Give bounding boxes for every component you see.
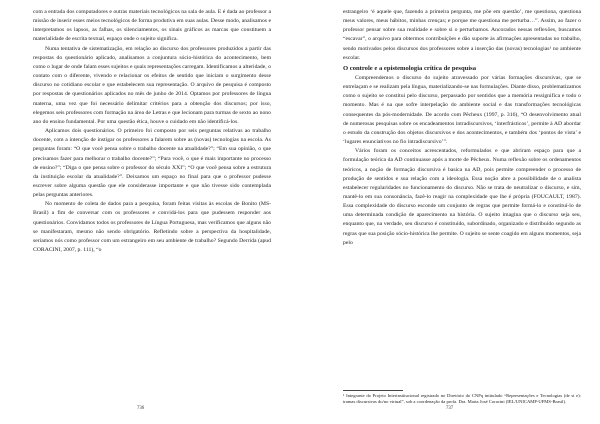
paragraph: com a entrada dos computadores e outras materiais tecnológicos na sala de aula. E é dada ao professor a missão de inserir esses meios tecnológicos de forma produtiva em suas aulas. Desse modo, analisamos e interpretamos os lapsos, as falhas, os silenciamentos, os sinais gráficos as marcas que constituem a materialidade de escrita textual, espaço onde o sujeito significa. <box>33 9 271 43</box>
paragraph: estrangeiro ‘é aquele que, fazendo a primeira pergunta, me põe em questão’, me questiona, questiona meus valores, meus hábitos, minhas crenças; e porque me questiona me perturba…”. Assim, ao fazer o professor pensar sobre sua realidade e sobre si o perturbamos. Ancorados nessas reflexões, buscamos “escavar”, o arquivo para obtermos contribuições e dão suporte às afirmações apresentadas no trabalho, sendo motivados pelos discursos dos professores sobre a inserção das (novas) tecnologias¹ no ambiente escolar. <box>343 9 581 61</box>
footnote: ¹ Integrante do Projeto Interinstitucional registrado no Diretório do CNPq intitulado “Representações e Tecnologias (de si e): tramas discursivas do/no virtual”, sob a coordenação da profa. Dra. Maria José Coracini (IEL/UNICAMP-UFMS-Brasil). <box>343 393 581 405</box>
paragraph: Vários foram os conceitos acrescentados, reformulados e que abriram espaço para que a formulação teórica da AD continuasse após a morte de Pêcheux. Numa reflexão sobre os ordenamentos teóricos, a noção de formação discursiva é basica na AD, pois permite compreender o processo de produção de sentidos e sua relação com a ideologia. Essa noção abre a possibilidade de o analista estabelecer regularidades no funcionamento do discurso. Não se trata de neutralizar o discurso, e sim, mantê-lo em sua consonância, fazê-lo reagir na complexidade que lhe é própria (FOUCAULT, 1987). Essa complexidade do discurso esconde um conjunto de regras que permite formá-lo e constituí-lo de uma determinada condição de aparecimento na história. O sujeito imagina que o discurso seja seu, enquanto que, na verdade, seu discurso é constituído, subordinado, organizado e distribuído segundo as regras que sua posição sócio-histórica lhe permite. O sujeito se sente coagido em alguns momentos, seja pelo <box>343 148 581 246</box>
footnote-divider <box>343 390 403 391</box>
page-number: 737 <box>446 406 454 411</box>
paragraph: Aplicamos dois questionários. O primeiro foi composto por seis perguntas relativas ao trabalho docente, com a intenção de instigar os professores a falarem sobre as (novas) tecnologias na escola. As perguntas foram: “O que você pensa sobre o trabalho docente na atualidade?”; “Em sua opinião, o que precisamos fazer para melhorar o trabalho docente?”; “Para você, o que é mais importante no processo de ensino?”; “Diga o que pensa sobre o professor do século XXI”; “O que você pensa sobre a estrutura da instituição escolar da atualidade?”. Deixamos um espaço no final para que o professor pudesse escrever sobre alguma questão que ele considerasse importante e que não tivesse sido contemplada pelas perguntas anteriores. <box>33 128 271 199</box>
right-page <box>300 0 600 424</box>
right-text-column <box>343 8 581 248</box>
paragraph: Compreendemos o discurso do sujeito atravessado por várias formações discursivas, que se entrelaçam e se realizam pela língua, materializando-se nas formulações. Diante disso, problematizamos como o sujeito se constitui pelo discurso, perpassado por sentidos que a memória ressignifica e todo o momento. Mas é na que sofre interpelação do ambiente social e das transformações tecnológicas consequentes da pós-modernidade. De acordo com Pêcheux (1997, p. 316), “O desenvolvimento atual de numerosas pesquisas sobre os encadeamentos intradiscursivos, ‘interfrásticos’, permite à AD abordar o estudo da construção dos objetos discursivos e dos acontecimentos, e também dos ‘pontos de vista’ e ‘lugares enunciativos no fio intradiscursivo’”. <box>343 74 581 146</box>
section-heading: O controle e a epistemologia crítica de pesquisa <box>343 64 477 72</box>
left-text-column <box>33 8 271 255</box>
paragraph: No momento de coleta de dados para a pesquisa, foram feitas visitas às escolas de Bonito (MS-Brasil) a fim de conversar com os professores e convidá-los para que pudessem responder aos questionários. Convidamos todos os professores de Língua Portuguesa, mas verificamos que alguns não se manifestaram, mesmo não sendo obrigatório. Refletindo sobre a perspectiva da hospitalidade, seríamos nós como professor com um estrangeiro em seu ambiente de trabalho? Segundo Derrida (apud CORACINI, 2007, p. 111), “o <box>33 201 271 254</box>
paragraph: Numa tentativa de sistematização, em relação ao discurso dos professores produzidos a partir das respostas do questionário aplicado, analisamos a conjuntura sócio-histórica do acontecimento, bem como o lugar de onde falam esses sujeitos e quais representações carregam. Identificamos a alteridade, o contato com o diferente, vivendo e relacionar os efeitos de sentido que iniciam o surgimento desse discurso no cotidiano escolar e que estabelecem sua representação. O arquivo de pesquisa é composto por respostas de questionários aplicados no mês de junho de 2014. Optamos por professores de língua materna, uma vez que foi necessário delimitar critérios para a obtenção dos discursos; por isso, elegemos seis professores com formação na área de Letras e que lecionam para turmas de sexto ao nono ano do ensino fundamental. Por uma questão ética, houve o cuidado em não identificá-los. <box>33 45 271 125</box>
page-number: 736 <box>137 406 145 411</box>
